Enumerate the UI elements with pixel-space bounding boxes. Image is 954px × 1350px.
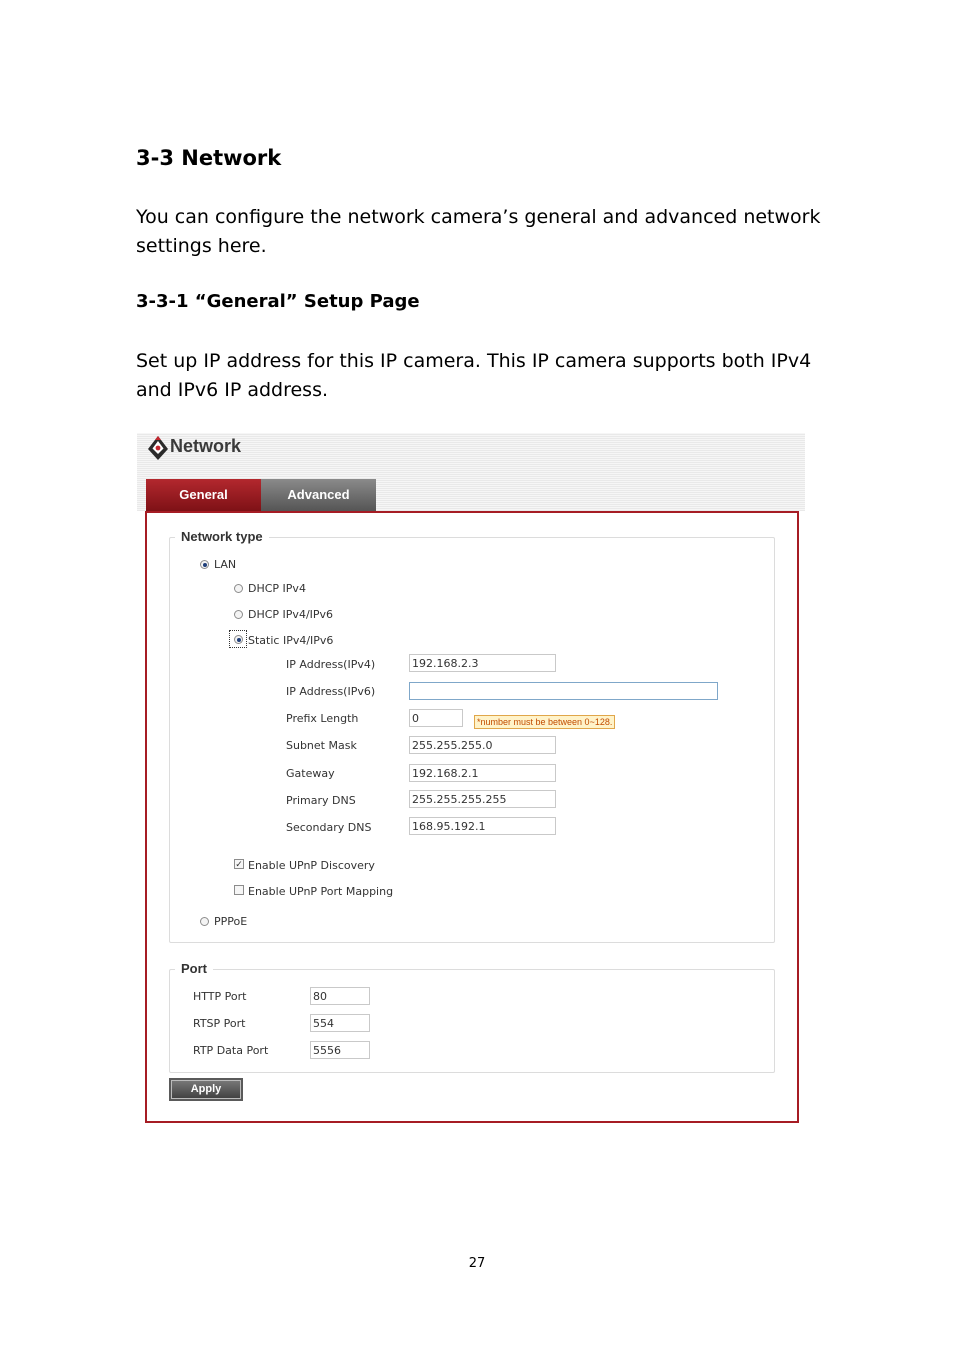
port-fieldset xyxy=(169,969,775,1073)
tab-general[interactable]: General xyxy=(146,479,261,511)
dhcp-ipv4-ipv6-label: DHCP IPv4/IPv6 xyxy=(248,608,334,621)
section-heading: 3-3 Network xyxy=(136,146,282,170)
tab-advanced[interactable]: Advanced xyxy=(261,479,376,511)
network-type-legend: Network type xyxy=(175,529,269,544)
prefix-length-input[interactable]: 0 xyxy=(409,709,463,727)
upnp-port-mapping-label: Enable UPnP Port Mapping xyxy=(248,885,394,898)
description-paragraph: Set up IP address for this IP camera. This IP camera supports both IPv4 and IPv6 IP address. xyxy=(136,350,812,401)
upnp-port-mapping-checkbox[interactable] xyxy=(234,885,244,895)
static-ipv4-ipv6-label: Static IPv4/IPv6 xyxy=(248,634,334,647)
page-number: 27 xyxy=(468,1256,486,1271)
dhcp-ipv4-label: DHCP IPv4 xyxy=(248,582,306,595)
primary-dns-label: Primary DNS xyxy=(286,794,356,807)
rtp-port-label: RTP Data Port xyxy=(193,1044,269,1057)
gateway-label: Gateway xyxy=(286,767,335,780)
subsection-heading: 3-3-1 “General” Setup Page xyxy=(136,291,420,312)
http-port-label: HTTP Port xyxy=(193,990,247,1003)
dhcp-ipv4-radio[interactable] xyxy=(234,584,243,593)
brand-logo-icon xyxy=(147,435,169,461)
port-legend: Port xyxy=(175,961,213,976)
static-ipv4-ipv6-radio[interactable] xyxy=(234,635,243,644)
secondary-dns-input[interactable]: 168.95.192.1 xyxy=(409,817,556,835)
general-panel xyxy=(145,511,799,1123)
intro-paragraph: You can configure the network camera’s general and advanced network settings here. xyxy=(136,206,821,257)
subnet-mask-label: Subnet Mask xyxy=(286,739,357,752)
gateway-input[interactable]: 192.168.2.1 xyxy=(409,764,556,782)
pppoe-label: PPPoE xyxy=(214,915,248,928)
http-port-input[interactable]: 80 xyxy=(310,987,370,1005)
upnp-discovery-checkbox[interactable]: ✓ xyxy=(235,859,243,869)
ip-v4-label: IP Address(IPv4) xyxy=(286,658,376,671)
rtsp-port-input[interactable]: 554 xyxy=(310,1014,370,1032)
lan-radio[interactable] xyxy=(200,560,209,569)
upnp-discovery-label: Enable UPnP Discovery xyxy=(248,859,375,872)
ip-v4-input[interactable]: 192.168.2.3 xyxy=(409,654,556,672)
rtp-port-input[interactable]: 5556 xyxy=(310,1041,370,1059)
page-title: Network xyxy=(170,436,242,456)
lan-label: LAN xyxy=(214,558,237,571)
subnet-mask-input[interactable]: 255.255.255.0 xyxy=(409,736,556,754)
dhcp-ipv4-ipv6-radio[interactable] xyxy=(234,610,243,619)
rtsp-port-label: RTSP Port xyxy=(193,1017,246,1030)
network-settings-screenshot xyxy=(137,433,805,1125)
prefix-length-label: Prefix Length xyxy=(286,712,359,725)
ip-v6-label: IP Address(IPv6) xyxy=(286,685,376,698)
pppoe-radio[interactable] xyxy=(200,917,209,926)
primary-dns-input[interactable]: 255.255.255.255 xyxy=(409,790,556,808)
ip-v6-input[interactable] xyxy=(409,682,718,700)
secondary-dns-label: Secondary DNS xyxy=(286,821,372,834)
prefix-warning: *number must be between 0~128. xyxy=(474,715,615,729)
apply-button[interactable]: Apply xyxy=(169,1078,243,1101)
